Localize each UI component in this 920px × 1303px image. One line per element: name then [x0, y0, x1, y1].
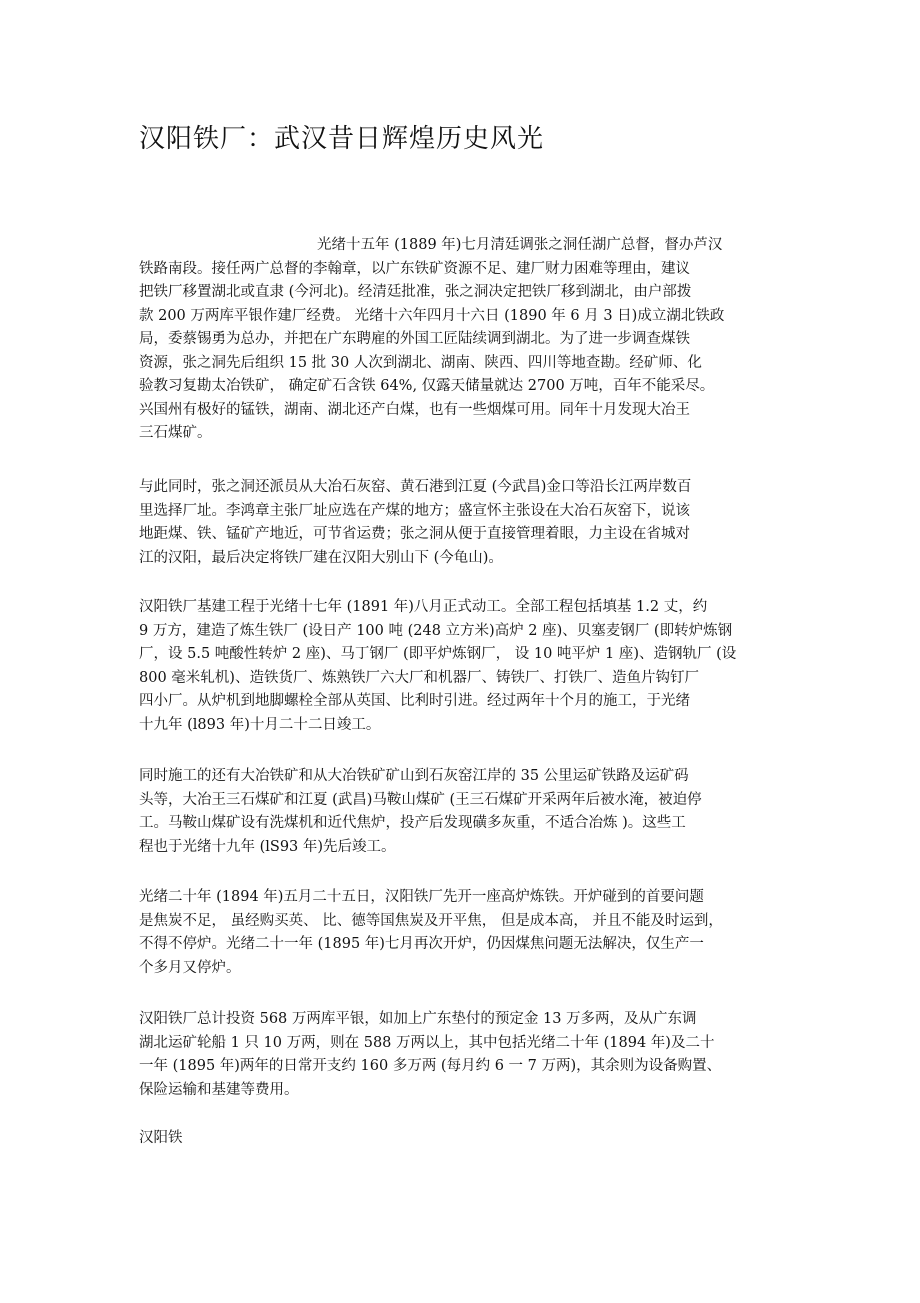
paragraph-7	[139, 1127, 779, 1151]
paragraph-line: 汉阳铁厂总计投资 568 万两库平银，如加上广东垫付的预定金 13 万多两，及从广东调	[139, 1011, 697, 1027]
paragraph-line: 款 200 万两库平银作建厂经费。 光绪十六年四月十六日 (1890 年 6 月 3 日)成立湖北铁政	[139, 307, 725, 324]
paragraph-line: 一年 (1895 年)两年的日常开支约 160 多万两 (每月约 6 一 7 万两)，其余则为设备购置、	[139, 1058, 722, 1074]
paragraph-line: 保险运输和基建等费用。	[139, 1081, 299, 1098]
paragraph-line: 铁路南段。接任两广总督的李翰章，以广东铁矿资源不足、建厂财力困难等理由，建议	[139, 260, 690, 277]
paragraph-line: 汉阳铁	[139, 1130, 183, 1146]
paragraph-line: 三石煤矿。	[139, 425, 212, 441]
paragraph-3	[139, 596, 779, 737]
paragraph-line: 兴国州有极好的锰铁，湖南、湖北还产白煤，也有一些烟煤可用。同年十月发现大冶王	[139, 401, 690, 418]
paragraph-6	[139, 1008, 779, 1102]
paragraph-line: 资源，张之洞先后组织 15 批 30 人次到湖北、湖南、陕西、四川等地查勘。经矿师、化	[139, 354, 702, 371]
paragraph-line: 程也于光绪十九年 (lS93 年)先后竣工。	[139, 838, 396, 855]
paragraph-line: 同时施工的还有大冶铁矿和从大冶铁矿矿山到石灰窑江岸的 35 公里运矿铁路及运矿码	[139, 768, 689, 784]
paragraph-4	[139, 765, 779, 859]
paragraph-line: 局，委蔡锡勇为总办，并把在广东聘雇的外国工匠陆续调到湖北。为了进一步调查煤铁	[139, 331, 690, 347]
paragraph-line: 厂，设 5.5 吨酸性转炉 2 座)、马丁钢厂 (即平炉炼钢厂， 设 10 吨平炉 1 座)、造钢轨厂 (设	[139, 646, 737, 662]
paragraph-line: 个多月又停炉。	[139, 959, 241, 976]
paragraph-line: 江的汉阳，最后决定将铁厂建在汉阳大别山下 (今龟山)。	[139, 549, 503, 566]
paragraph-1	[139, 234, 779, 446]
paragraph-line: 不得不停炉。光绪二十一年 (1895 年)七月再次开炉，仍因煤焦问题无法解决，仅生产一	[139, 936, 704, 952]
paragraph-line: 把铁厂移置湖北或直隶 (今河北)。经清廷批准，张之洞决定把铁厂移到湖北，由户部拨	[139, 284, 692, 300]
paragraph-line: 光绪二十年 (1894 年)五月二十五日，汉阳铁厂先开一座高炉炼铁。开炉碰到的首要问题	[139, 889, 704, 905]
paragraph-line: 汉阳铁厂基建工程于光绪十七年 (1891 年)八月正式动工。全部工程包括填基 1.2 丈，约	[139, 599, 708, 615]
paragraph-line: 四小厂。从炉机到地脚螺栓全部从英国、比利时引进。经过两年十个月的施工，于光绪	[139, 693, 690, 709]
paragraph-line: 头等，大冶王三石煤矿和江夏 (武昌)马鞍山煤矿 (王三石煤矿开采两年后被水淹，被迫停	[139, 791, 702, 808]
paragraph-line: 地距煤、铁、锰矿产地近，可节省运费；张之洞从便于直接管理着眼，力主设在省城对	[139, 526, 690, 542]
paragraph-line: 是焦炭不足， 虽经购买英、 比、德等国焦炭及开平焦， 但是成本高， 并且不能及时运到，	[139, 912, 723, 929]
paragraph-line: 9 万方，建造了炼生铁厂 (设日产 100 吨 (248 立方米)高炉 2 座)、贝塞麦钢厂 (即转炉炼钢	[139, 622, 733, 639]
page-title: 汉阳铁厂：武汉昔日辉煌历史风光	[139, 124, 545, 154]
paragraph-line: 十九年 (l893 年)十月二十二日竣工。	[139, 716, 381, 733]
paragraph-2	[139, 476, 779, 570]
paragraph-line: 与此同时，张之洞还派员从大冶石灰窑、黄石港到江夏 (今武昌)金口等沿长江两岸数百	[139, 479, 692, 495]
paragraph-line: 800 毫米轧机)、造铁货厂、炼熟铁厂六大厂和机器厂、铸铁厂、打铁厂、造鱼片钩钉厂	[139, 669, 699, 686]
paragraph-line: 里选择厂址。李鸿章主张厂址应选在产煤的地方；盛宣怀主张设在大冶石灰窑下，说该	[139, 502, 690, 519]
paragraph-line: 湖北运矿轮船 1 只 10 万两，则在 588 万两以上，其中包括光绪二十年 (1894 年)及二十	[139, 1034, 715, 1051]
paragraph-line: 光绪十五年 (1889 年)七月清廷调张之洞任湖广总督，督办芦汉	[317, 237, 723, 253]
paragraph-line: 工。马鞍山煤矿设有洗煤机和近代焦炉，投产后发现磺多灰重，不适合冶炼 )。这些工	[139, 815, 686, 831]
paragraph-5	[139, 886, 779, 980]
paragraph-line: 验教习复勘太冶铁矿， 确定矿石含铁 64%, 仅露天储量就达 2700 万吨，百年不能采尽。	[139, 378, 715, 394]
